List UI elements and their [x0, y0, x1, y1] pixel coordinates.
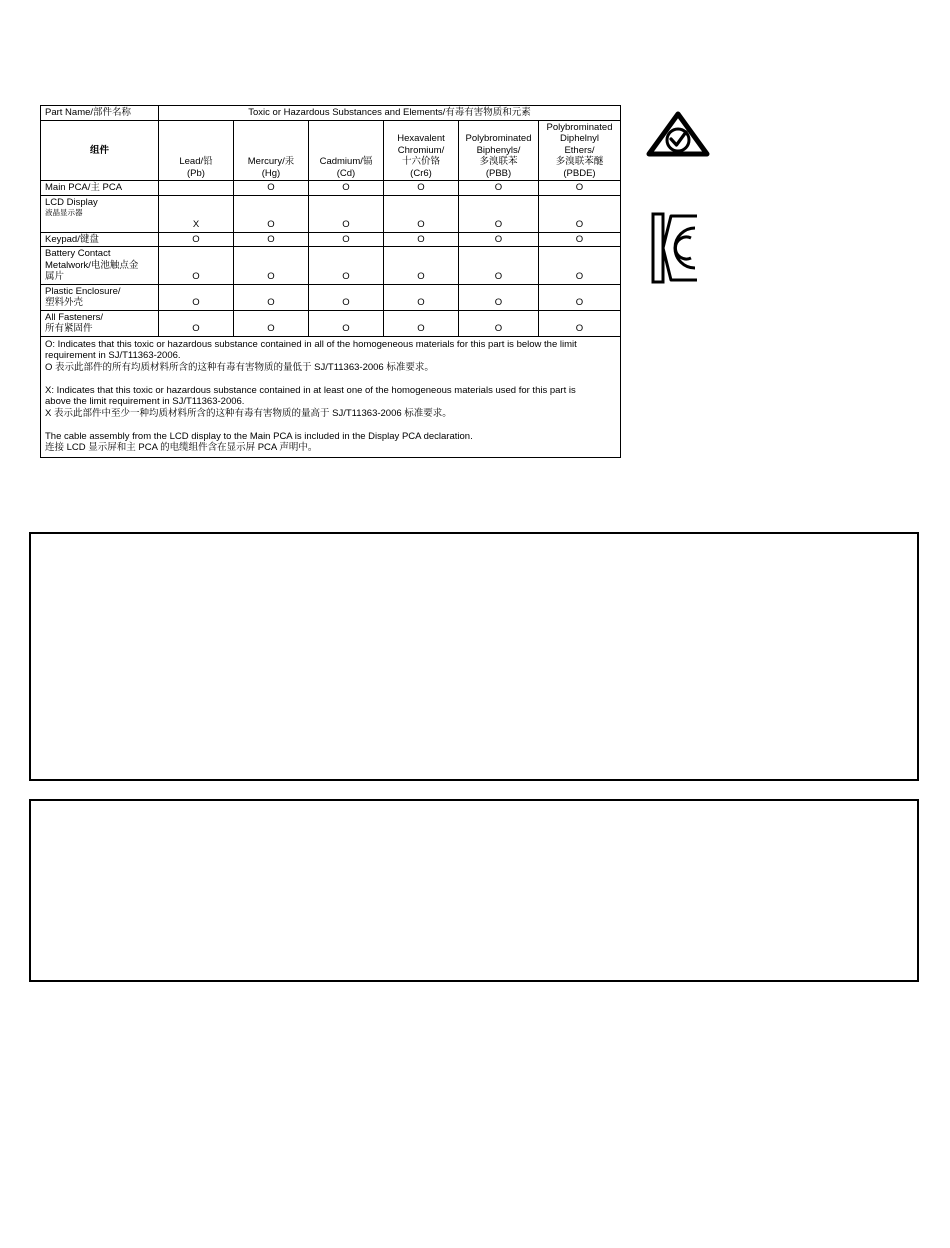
row-name-cn: 属片	[45, 271, 65, 282]
notes-cell	[41, 336, 621, 457]
empty-frame-2	[29, 799, 919, 982]
cell-value: O	[234, 284, 309, 310]
cell-value: O	[234, 181, 309, 196]
column-header-text: Chromium/	[397, 144, 445, 156]
cell-value: O	[234, 310, 309, 336]
cell-value: O	[459, 284, 539, 310]
cell-value: O	[539, 181, 621, 196]
column-header-pbb	[459, 120, 539, 181]
cell-value: O	[384, 195, 459, 232]
cell-value: O	[234, 247, 309, 285]
column-header-text: Mercury/汞	[247, 156, 295, 167]
column-header-text: Diphelnyl	[559, 133, 600, 144]
column-header-symbol: (PBDE)	[563, 167, 596, 179]
cell-value: O	[539, 284, 621, 310]
table-row	[41, 310, 621, 336]
row-name	[41, 284, 159, 310]
column-header-pbde	[539, 120, 621, 181]
column-header-cr6	[384, 120, 459, 181]
row-name	[41, 247, 159, 285]
cell-value: O	[309, 181, 384, 196]
row-name-en: Battery Contact	[45, 248, 111, 259]
column-header-text: Lead/铅	[179, 156, 213, 167]
table-row	[41, 247, 621, 285]
kc-mark-icon	[651, 212, 699, 284]
cell-value: O	[539, 247, 621, 285]
cell-value: O	[459, 232, 539, 247]
spacer	[45, 419, 616, 431]
column-header-symbol: (Hg)	[261, 167, 281, 179]
cell-value: O	[309, 232, 384, 247]
cell-value: O	[459, 247, 539, 285]
cell-value: O	[384, 232, 459, 247]
cell-value: O	[384, 181, 459, 196]
column-header-symbol: (PBB)	[485, 167, 512, 179]
note-cable-en: The cable assembly from the LCD display to the Main PCA is included in the Display PCA declaration.	[45, 430, 473, 442]
column-header-text: Ethers/	[564, 144, 595, 156]
cell-value: O	[539, 195, 621, 232]
column-header-text: Polybrominated	[465, 133, 532, 144]
empty-frame-1	[29, 532, 919, 781]
column-header-text: Biphenyls/	[476, 144, 521, 156]
column-header-pb	[159, 120, 234, 181]
cell-value: O	[234, 232, 309, 247]
cell-value: O	[459, 195, 539, 232]
column-header-symbol: (Cd)	[336, 167, 356, 179]
column-header-row	[41, 120, 621, 181]
rohs-table	[40, 105, 621, 458]
cell-value	[159, 181, 234, 196]
cell-value: O	[459, 310, 539, 336]
table-row	[41, 284, 621, 310]
cell-value: O	[159, 247, 234, 285]
column-header-text: Cadmium/镉	[319, 156, 373, 167]
substances-header: Toxic or Hazardous Substances and Elements/有毒有害物质和元素	[159, 106, 621, 121]
column-header-hg	[234, 120, 309, 181]
row-name-cn: 液晶显示器	[45, 208, 83, 217]
row-name-cn: 塑料外壳	[45, 297, 84, 308]
column-header-symbol: (Pb)	[187, 167, 205, 179]
cell-value: O	[309, 195, 384, 232]
note-o-cn: O 表示此部件的所有均质材料所含的这种有毒有害物质的量低于 SJ/T11363-2006 标准要求。	[45, 361, 434, 373]
cell-value: O	[159, 284, 234, 310]
note-cable-cn: 连接 LCD 显示屏和主 PCA 的电缆组件含在显示屏 PCA 声明中。	[45, 442, 318, 453]
part-name-header: Part Name/部件名称	[41, 106, 159, 121]
row-name-en: Metalwork/电池触点金	[45, 259, 139, 271]
cell-value: O	[384, 247, 459, 285]
note-x-en: above the limit requirement in SJ/T11363-2006.	[45, 396, 245, 407]
row-name-en: LCD Display	[45, 196, 98, 208]
column-header-text: 多溴联苯醚	[555, 156, 604, 167]
cell-value: O	[459, 181, 539, 196]
row-name: Keypad/键盘	[41, 232, 159, 247]
note-o-en: requirement in SJ/T11363-2006.	[45, 350, 181, 361]
row-name-en: All Fasteners/	[45, 311, 104, 323]
note-x-cn: X 表示此部件中至少一种均质材料所含的这种有毒有害物质的量高于 SJ/T11363-2006 标准要求。	[45, 407, 452, 419]
cell-value: O	[539, 232, 621, 247]
row-name: Main PCA/主 PCA	[41, 181, 159, 196]
column-header-text: Polybrominated	[546, 121, 613, 133]
table-row	[41, 195, 621, 232]
cell-value: O	[539, 310, 621, 336]
cell-value: O	[384, 310, 459, 336]
cell-value: O	[309, 284, 384, 310]
cell-value: O	[234, 195, 309, 232]
cell-value: O	[159, 232, 234, 247]
note-x-en: X: Indicates that this toxic or hazardous substance contained in at least one of the homogeneous materials used for this part is	[45, 384, 576, 396]
column-header-text: Hexavalent	[397, 133, 445, 144]
column-header-text: 多溴联苯	[479, 156, 518, 167]
note-o-en: O: Indicates that this toxic or hazardous substance contained in all of the homogeneous materials for this part is below the limit	[45, 338, 577, 350]
cell-value: O	[159, 310, 234, 336]
row-name-en: Plastic Enclosure/	[45, 285, 121, 297]
notes-row	[41, 336, 621, 457]
component-label: 组件	[41, 120, 159, 181]
table-row	[41, 232, 621, 247]
cell-value: X	[159, 195, 234, 232]
column-header-symbol: (Cr6)	[410, 167, 432, 179]
row-name	[41, 195, 159, 232]
column-header-cd	[309, 120, 384, 181]
table-header-row	[41, 106, 621, 121]
column-header-text: 十六价铬	[401, 156, 440, 167]
rcm-mark-icon	[645, 110, 711, 160]
cell-value: O	[309, 310, 384, 336]
table-row	[41, 181, 621, 196]
row-name-cn: 所有紧固件	[45, 323, 93, 334]
cell-value: O	[309, 247, 384, 285]
row-name	[41, 310, 159, 336]
spacer	[45, 373, 616, 385]
cell-value: O	[384, 284, 459, 310]
